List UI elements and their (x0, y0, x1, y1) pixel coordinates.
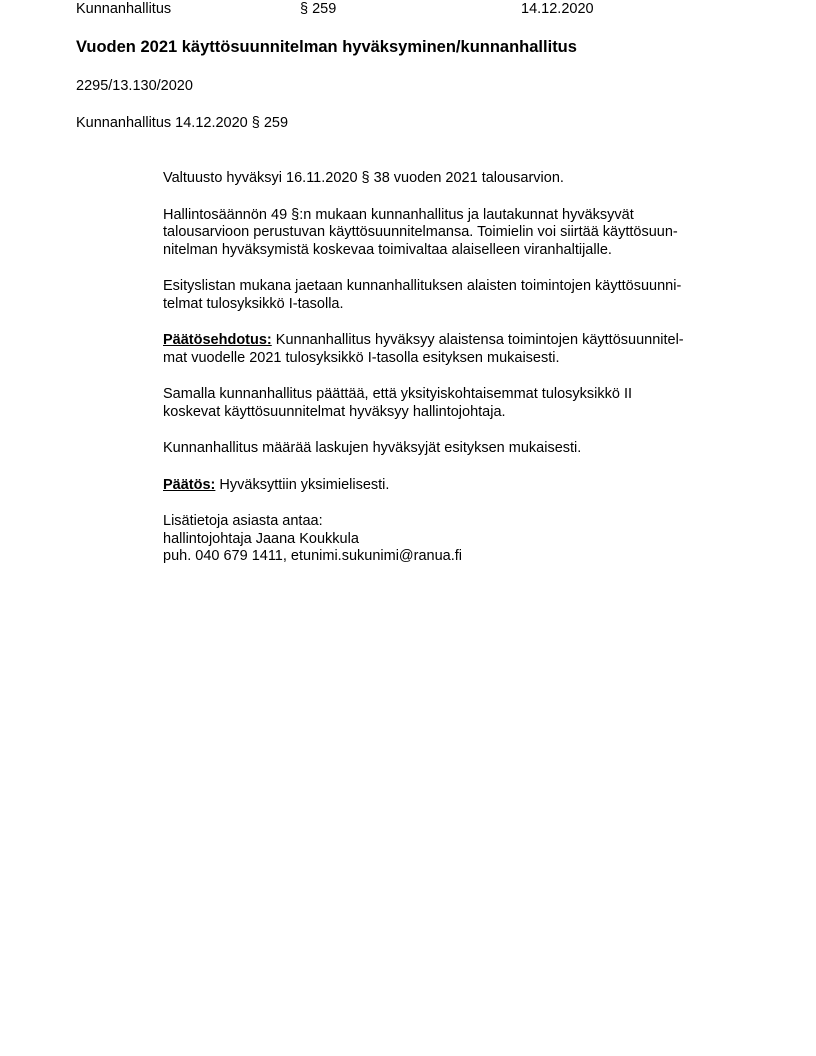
meeting-line: Kunnanhallitus 14.12.2020 § 259 (76, 115, 289, 131)
header-date: 14.12.2020 (521, 1, 594, 17)
paragraph-invoices (163, 440, 753, 458)
contact-line: Lisätietoja asiasta antaa: (163, 513, 323, 529)
text-line: telmat tulosyksikkö I-tasolla. (163, 295, 344, 312)
document-title: Vuoden 2021 käyttösuunnitelman hyväksyminen/kunnanhallitus (76, 38, 577, 56)
text-line: Esityslistan mukana jaetaan kunnanhallituksen alaisten toimintojen käyttösuunni- (163, 278, 682, 294)
decision-label: Päätös: (163, 476, 216, 493)
text-line: talousarvioon perustuvan käyttösuunnitelmansa. Toimielin voi siirtää käyttösuun- (163, 224, 678, 240)
proposal-label: Päätösehdotus: (163, 332, 272, 348)
decision-line (163, 477, 753, 495)
contact-line: hallintojohtaja Jaana Koukkula (163, 530, 359, 547)
text-line: Samalla kunnanhallitus päättää, että yksityiskohtaisemmat tulosyksikkö II (163, 386, 633, 402)
paragraph-contact (163, 513, 753, 566)
text-line: mat vuodelle 2021 tulosyksikkö I-tasolla esityksen mukaisesti. (163, 349, 560, 366)
contact-line: puh. 040 679 1411, etunimi.sukunimi@ranua.fi (163, 548, 462, 564)
text-line: Hallintosäännön 49 §:n mukaan kunnanhallitus ja lautakunnat hyväksyvät (163, 206, 634, 223)
paragraph-attachments (163, 278, 753, 313)
body-text (163, 170, 753, 585)
reference-number: 2295/13.130/2020 (76, 78, 193, 94)
proposal-text: Kunnanhallitus hyväksyy alaistensa toimintojen käyttösuunnitel- (271, 332, 684, 348)
decision-text: Hyväksyttiin yksimielisesti. (215, 476, 390, 493)
text-line: Kunnanhallitus määrää laskujen hyväksyjät esityksen mukaisesti. (163, 440, 582, 456)
header-paragraph-number: § 259 (300, 1, 337, 17)
paragraph-budget (163, 170, 753, 188)
text-line: koskevat käyttösuunnitelmat hyväksyy hallintojohtaja. (163, 403, 506, 420)
proposal-line (163, 332, 753, 350)
paragraph-decision (163, 477, 753, 495)
paragraph-delegation (163, 386, 753, 421)
text-line: nitelman hyväksymistä koskevaa toimivaltaa alaiselleen viranhaltijalle. (163, 241, 612, 258)
text-line: Valtuusto hyväksyi 16.11.2020 § 38 vuoden 2021 talousarvion. (163, 170, 564, 186)
paragraph-proposal (163, 332, 753, 367)
paragraph-rules (163, 207, 753, 260)
header-organ: Kunnanhallitus (76, 1, 172, 17)
document-header (76, 0, 756, 18)
